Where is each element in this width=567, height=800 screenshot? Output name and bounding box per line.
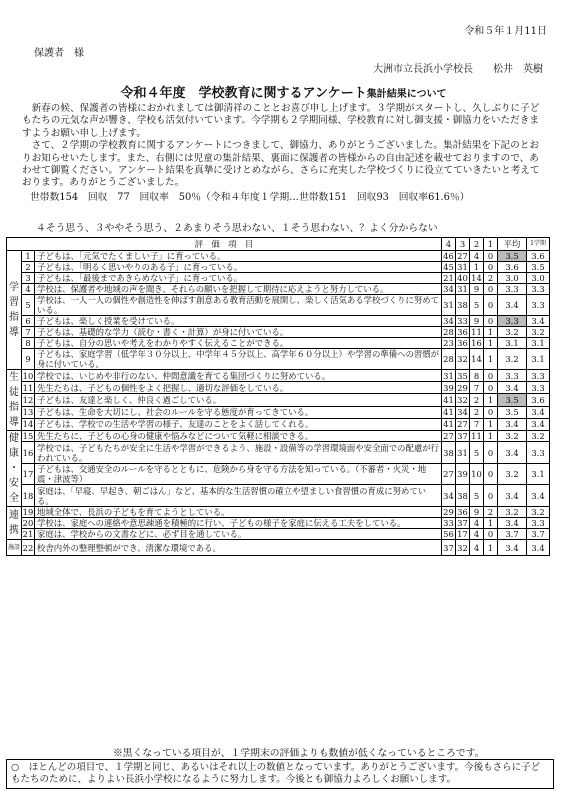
count-cell: 31 — [457, 284, 468, 294]
category-char: 安 — [9, 478, 19, 489]
count-cell: 0 — [484, 463, 498, 485]
count-cell: 16 — [471, 338, 482, 348]
previous-term-cell: 3.2 — [527, 327, 550, 338]
count-cell: 29 — [457, 382, 468, 393]
count-cell: 35 — [457, 370, 468, 381]
average-cell: 3.5 — [498, 251, 527, 262]
count-cell: 8 — [470, 370, 484, 382]
table-body — [7, 251, 550, 556]
item-text: 子どもは、学校での生活や学習の様子、友達のことをよく話してくれる。 — [35, 418, 442, 430]
count-cell: 1 — [470, 262, 484, 273]
sender: 大洲市立長浜小学校長 松井 英樹 — [373, 64, 543, 75]
count-cell: 2 — [470, 406, 484, 418]
average-cell: 3.2 — [498, 327, 527, 338]
table-row — [7, 529, 550, 540]
count-cell: 5 — [470, 442, 484, 464]
item-text: 家庭は、「早寝、早起き、朝ごはん」など、基本的な生活習慣の確立や望ましい食習慣の育成に努めている。 — [35, 485, 442, 507]
average-cell: 3.5 — [498, 394, 527, 406]
count-cell: 1 — [484, 418, 498, 430]
item-text: 地域全体で、長浜の子どもを育てようとしている。 — [35, 507, 442, 518]
note-text: ※黒くなっている項目が、１学期末の評価よりも数値が低くなっているところです。 — [113, 748, 485, 759]
table-row — [7, 442, 550, 464]
count-cell: 34 — [457, 407, 468, 418]
col-header-2: 2 — [470, 238, 484, 251]
item-number: 12 — [22, 394, 34, 405]
title-main: 令和４年度 学校教育に関するアンケート — [120, 86, 367, 101]
count-cell: 0 — [484, 284, 498, 295]
count-cell: 37 — [457, 518, 468, 528]
item-text: 子どもは、友達と楽しく、仲良く過ごしている。 — [35, 394, 442, 406]
count-cell: 27 — [457, 251, 468, 261]
count-cell: 32 — [457, 394, 468, 405]
count-cell: 17 — [457, 529, 468, 539]
item-text: 学校では、いじめや非行のない、仲間意識を育てる集団づくりに努めている。 — [35, 370, 442, 382]
count-cell: 38 — [456, 485, 470, 507]
count-cell: 2 — [470, 394, 484, 406]
category-char: 習 — [9, 297, 19, 308]
item-text: 子どもは、楽しく授業を受けている。 — [35, 316, 442, 327]
count-cell: 29 — [443, 507, 454, 517]
average-cell: 3.0 — [498, 273, 527, 284]
count-cell: 1 — [484, 540, 498, 556]
average-cell: 3.3 — [498, 316, 527, 327]
count-cell: 31 — [443, 370, 454, 381]
category-char: 康 — [9, 448, 19, 459]
item-number: 21 — [22, 529, 34, 539]
count-cell: 7 — [470, 382, 484, 394]
previous-term-cell: 3.1 — [527, 463, 550, 485]
intro-text — [22, 103, 545, 190]
item-text: 学校は、家庭への連絡や意思疎通を積極的に行い、子どもの様子を家庭に伝える工夫をしている。 — [35, 518, 442, 529]
count-cell: 0 — [484, 295, 498, 316]
count-cell: 34 — [443, 316, 454, 326]
count-cell: 10 — [470, 463, 484, 485]
item-text: 学校は、保護者や地域の声を聞き、それらの願いを把握して期待に応えようと努力している。 — [35, 284, 442, 295]
count-cell: 11 — [471, 327, 482, 337]
count-cell: 23 — [443, 338, 454, 348]
count-cell: 31 — [442, 295, 456, 316]
count-cell: 14 — [471, 273, 482, 283]
table-row — [7, 273, 550, 284]
previous-term-cell: 3.3 — [527, 284, 550, 295]
category-char: ・ — [9, 463, 19, 474]
previous-term-cell: 3.3 — [527, 442, 550, 464]
category-char: 指 — [9, 312, 19, 323]
average-cell: 3.3 — [498, 370, 527, 382]
previous-term-cell: 3.4 — [527, 406, 550, 418]
table-row — [7, 406, 550, 418]
paragraph: さて、２学期の学校教育に関するアンケートにつきまして、御協力、ありがとうございました。集計結果を下記のとおりお知らせいたします。また、右側には児童の集計結果、裏面に保護者の皆様からの自由記述を載せておりますので、あわせて御覧ください。アンケート結果を真摯に受けとめながら、さらに充実した学校づくりに役立てていきたいと考えております。ありがとうございました。 — [22, 140, 540, 189]
count-cell: 56 — [443, 529, 454, 539]
count-cell: 36 — [457, 338, 468, 348]
count-cell: 0 — [484, 529, 498, 540]
item-number: 2 — [22, 262, 35, 273]
table-row — [7, 507, 550, 518]
category-char: 導 — [9, 327, 19, 338]
average-cell: 3.6 — [498, 262, 527, 273]
item-text: 子どもは、自分の思いや考えをわかりやすく伝えることができる。 — [35, 338, 442, 349]
average-cell: 3.1 — [498, 338, 527, 349]
count-cell: 41 — [443, 394, 454, 405]
item-number: 17 — [22, 463, 35, 485]
item-text: 家庭は、学校からの文書などに、必ず目を通している。 — [35, 529, 442, 540]
count-cell: 37 — [457, 431, 468, 442]
category-label — [7, 540, 22, 556]
document-date: 令和５年１月11日 — [464, 26, 547, 37]
previous-term-cell: 3.6 — [527, 394, 550, 406]
item-number: 10 — [22, 370, 34, 381]
count-cell: 45 — [443, 262, 454, 272]
count-cell: 11 — [471, 431, 482, 442]
count-cell: 1 — [484, 327, 498, 338]
count-cell: 28 — [442, 349, 456, 370]
table-row — [7, 418, 550, 430]
count-cell: 0 — [484, 406, 498, 418]
average-cell: 3.4 — [498, 418, 527, 430]
category-char: 携 — [9, 525, 19, 536]
item-number: 7 — [22, 327, 35, 338]
item-number: 19 — [22, 507, 34, 517]
category-label — [7, 370, 22, 431]
count-cell: 9 — [470, 507, 484, 518]
paragraph: 新春の候、保護者の皆様におかれましては御清祥のこととお喜び申し上げます。３学期がスタートし、久しぶりに子どもたちの元気な声が響き、学校も活気付いています。今学期も２学期同様、学校教育に対し御支援・御協力をいただきますようお願い申し上げます。 — [22, 103, 540, 139]
previous-term-cell: 3.3 — [527, 370, 550, 382]
table-row — [7, 370, 550, 382]
count-cell: 28 — [443, 327, 454, 337]
count-cell: 32 — [456, 540, 470, 556]
count-cell: 46 — [443, 251, 454, 261]
category-char: 導 — [9, 417, 19, 428]
item-text: 子どもは、「最後まであきらめない子」に育っている。 — [35, 273, 442, 284]
item-text: 校舎内外の整理整頓ができ、清潔な環境である。 — [35, 540, 442, 556]
rating-legend: ４そう思う、３ややそう思う、２あまりそう思わない、１そう思わない、？よく分からない — [36, 223, 438, 234]
item-number: 3 — [22, 273, 35, 284]
count-cell: 1 — [484, 349, 498, 370]
previous-term-cell: 3.5 — [527, 262, 550, 273]
category-char: 学 — [9, 282, 19, 293]
average-cell: 3.2 — [498, 463, 527, 485]
table-header-row — [7, 238, 550, 251]
title-suffix: 集計結果について — [366, 89, 447, 100]
previous-term-cell: 3.2 — [527, 431, 550, 442]
table-row — [7, 327, 550, 338]
count-cell: 36 — [457, 327, 468, 337]
count-cell: 1 — [484, 518, 498, 529]
average-cell: 3.7 — [498, 529, 527, 540]
table-row — [7, 316, 550, 327]
count-cell: 0 — [484, 442, 498, 464]
average-cell: 3.4 — [498, 382, 527, 394]
count-cell: 39 — [443, 382, 454, 393]
average-cell: 3.5 — [498, 406, 527, 418]
category-label — [7, 251, 22, 370]
previous-term-cell: 3.4 — [527, 485, 550, 507]
count-cell: 9 — [470, 284, 484, 295]
previous-term-cell: 3.7 — [527, 529, 550, 540]
average-cell: 3.4 — [498, 442, 527, 464]
count-cell: 33 — [457, 316, 468, 326]
item-number: 15 — [22, 431, 34, 442]
table-row — [7, 431, 550, 442]
survey-results-table — [6, 237, 550, 556]
previous-term-cell: 3.1 — [527, 338, 550, 349]
average-cell: 3.3 — [498, 284, 527, 295]
previous-term-cell: 3.6 — [527, 251, 550, 262]
item-text: 先生たちは、子どもの個性をよく把握し、適切な評価をしている。 — [35, 382, 442, 394]
category-label — [7, 507, 22, 540]
item-number: 5 — [22, 295, 35, 316]
count-cell: 38 — [442, 442, 456, 464]
col-header-item: 評 価 項 目 — [7, 238, 442, 251]
previous-term-cell: 3.4 — [527, 316, 550, 327]
item-number: 1 — [22, 251, 35, 262]
count-cell: 32 — [456, 349, 470, 370]
count-cell: 2 — [484, 507, 498, 518]
category-char: 連 — [9, 510, 19, 521]
item-text: 子どもは、「元気でたくましい子」に育っている。 — [35, 251, 442, 262]
response-stats: 世帯数154 回収 77 回収率 50％（令和４年度１学期…世帯数151 回収93 回収率61.6％） — [30, 192, 470, 203]
count-cell: 31 — [456, 442, 470, 464]
previous-term-cell: 3.3 — [527, 295, 550, 316]
item-text: 学校では、子どもたちが安全に生活や学習ができるよう、施設・設備等の学習環境面や安全面での配慮が行われている。 — [35, 442, 442, 464]
count-cell: 0 — [484, 316, 498, 327]
table-row — [7, 284, 550, 295]
category-char: 健 — [9, 433, 19, 444]
previous-term-cell: 3.1 — [527, 349, 550, 370]
count-cell: 41 — [443, 419, 454, 430]
category-char: 全 — [9, 493, 19, 504]
item-text: 学校は、一人一人の個性や創造性を伸ばす創意ある教育活動を展開し、楽しく活気ある学校づくりに努めている。 — [35, 295, 442, 316]
count-cell: 2 — [484, 273, 498, 284]
item-number: 14 — [22, 419, 34, 430]
category-char: 指 — [9, 402, 19, 413]
item-text: 子どもは、基礎的な学力（読む・書く・計算）が身に付いている。 — [35, 327, 442, 338]
table-row — [7, 338, 550, 349]
item-number: 11 — [22, 382, 34, 393]
previous-term-cell: 3.3 — [527, 518, 550, 529]
item-text: 先生たちに、子どもの心身の健康や悩みなどについて気軽に相談できる。 — [35, 431, 442, 442]
average-cell: 3.2 — [498, 431, 527, 442]
item-number: 16 — [22, 442, 35, 464]
table-row — [7, 382, 550, 394]
count-cell: 1 — [484, 431, 498, 442]
count-cell: 0 — [484, 251, 498, 262]
previous-term-cell: 3.4 — [527, 540, 550, 556]
count-cell: 27 — [457, 419, 468, 430]
count-cell: 1 — [484, 394, 498, 406]
count-cell: 21 — [443, 273, 454, 283]
item-number: 18 — [22, 485, 35, 507]
count-cell: 0 — [484, 485, 498, 507]
item-number: 8 — [22, 338, 35, 349]
average-cell: 3.4 — [498, 295, 527, 316]
category-char: 施設 — [7, 544, 20, 551]
category-char: 生 — [9, 372, 19, 383]
table-row — [7, 295, 550, 316]
count-cell: 40 — [457, 273, 468, 283]
col-header-1: 1 — [484, 238, 498, 251]
table-row — [7, 262, 550, 273]
table-row — [7, 518, 550, 529]
item-number: 20 — [22, 518, 34, 528]
count-cell: 37 — [442, 540, 456, 556]
count-cell: 34 — [442, 485, 456, 507]
count-cell: 39 — [456, 463, 470, 485]
count-cell: 5 — [470, 295, 484, 316]
count-cell: 36 — [457, 507, 468, 517]
table-row — [7, 251, 550, 262]
item-number: 9 — [22, 349, 35, 370]
count-cell: 4 — [470, 251, 484, 262]
item-number: 22 — [22, 540, 35, 556]
category-char: 徒 — [9, 387, 19, 398]
count-cell: 33 — [443, 518, 454, 528]
count-cell: 9 — [470, 316, 484, 327]
category-label — [7, 431, 22, 507]
count-cell: 4 — [470, 518, 484, 529]
item-text: 子どもは、家庭学習（低学年３０分以上、中学年４５分以上、高学年６０分以上）や学習の準備への習慣が身に付いている。 — [35, 349, 442, 370]
average-cell: 3.2 — [498, 349, 527, 370]
item-number: 13 — [22, 407, 34, 418]
count-cell: 5 — [470, 485, 484, 507]
item-text: 子どもは、「明るく思いやりのある子」に育っている。 — [35, 262, 442, 273]
count-cell: 0 — [484, 382, 498, 394]
table-row — [7, 463, 550, 485]
item-number: 6 — [22, 316, 35, 327]
count-cell: 0 — [484, 262, 498, 273]
count-cell: 14 — [470, 349, 484, 370]
count-cell: 4 — [470, 540, 484, 556]
col-header-avg: 平均 — [498, 238, 527, 251]
recipient: 保護者 様 — [34, 48, 84, 59]
table-row — [7, 540, 550, 556]
average-cell: 3.2 — [498, 507, 527, 518]
closing-box: ○ ほとんどの項目で、１学期と同じ、あるいはそれ以上の数値となっています。ありがとうございます。今後もさらに子どもたちのために、よりよい長浜小学校になるように努力します。今後とも御協力よろしくお願いします。 — [6, 759, 554, 789]
count-cell: 27 — [443, 431, 454, 442]
count-cell: 38 — [456, 295, 470, 316]
item-number: 4 — [22, 284, 35, 295]
col-header-3: 3 — [456, 238, 470, 251]
table-row — [7, 394, 550, 406]
col-header-4: 4 — [442, 238, 456, 251]
count-cell: 41 — [443, 407, 454, 418]
count-cell: 4 — [470, 529, 484, 540]
previous-term-cell: 3.3 — [527, 382, 550, 394]
item-text: 子どもは、生命を大切にし、社会のルールを守る態度が育ってきている。 — [35, 406, 442, 418]
average-cell: 3.4 — [498, 485, 527, 507]
previous-term-cell: 3.4 — [527, 418, 550, 430]
count-cell: 31 — [457, 262, 468, 272]
count-cell: 34 — [443, 284, 454, 294]
count-cell: 1 — [484, 338, 498, 349]
document-title — [0, 82, 567, 101]
item-text: 子どもは、交通安全のルールを守るとともに、危険から身を守る方法を知っている。（不審者・火災・地震・津波等） — [35, 463, 442, 485]
average-cell: 3.4 — [498, 518, 527, 529]
count-cell: 7 — [470, 418, 484, 430]
table-row — [7, 485, 550, 507]
average-cell: 3.4 — [498, 540, 527, 556]
count-cell: 0 — [484, 370, 498, 382]
col-header-prev: 1学期 — [527, 238, 550, 251]
count-cell: 27 — [442, 463, 456, 485]
previous-term-cell: 3.0 — [527, 273, 550, 284]
previous-term-cell: 3.2 — [527, 507, 550, 518]
table-row — [7, 349, 550, 370]
